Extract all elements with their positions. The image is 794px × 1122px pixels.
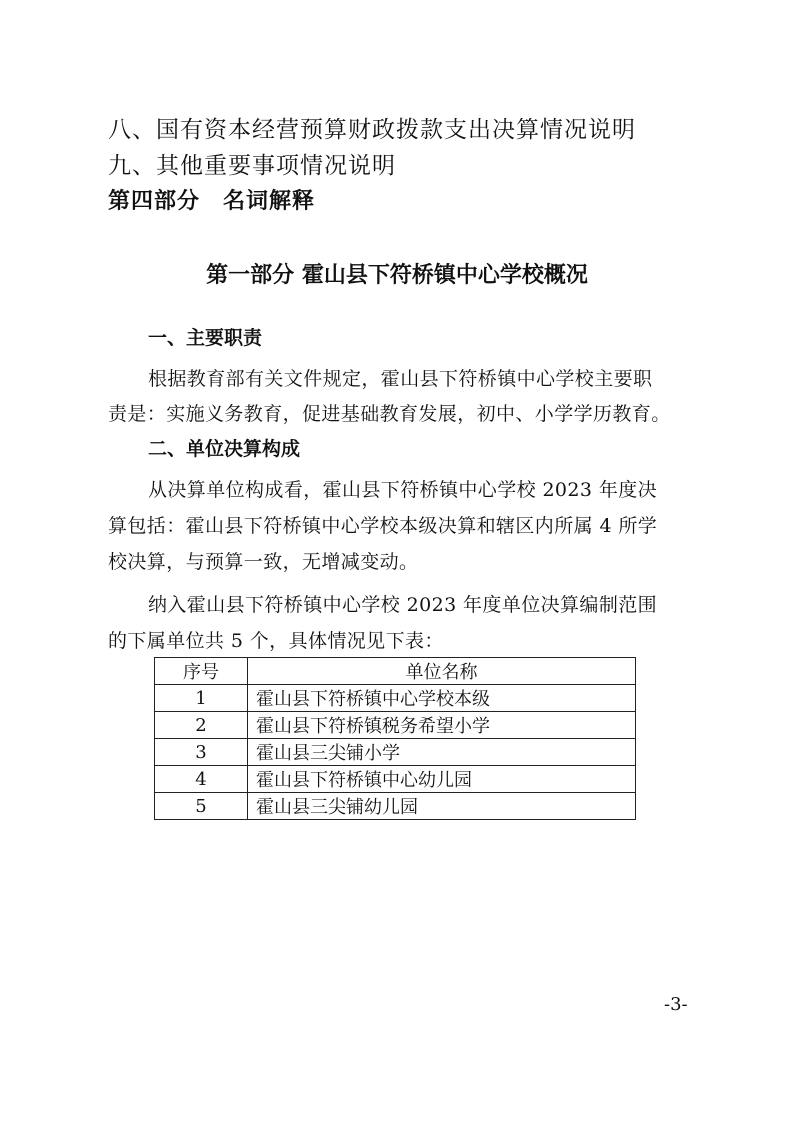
cell-serial-number: 1	[155, 685, 248, 712]
section-title: 第一部分 霍山县下符桥镇中心学校概况	[206, 263, 588, 288]
table-header-row	[155, 658, 636, 685]
duties-heading: 一、主要职责	[148, 327, 263, 349]
table-row	[155, 712, 636, 739]
cell-unit-name: 霍山县下符桥镇税务希望小学	[248, 712, 636, 739]
page-number: -3-	[664, 994, 688, 1015]
toc-part-4: 第四部分 名词解释	[108, 189, 316, 214]
composition-paragraph-line-2: 算包括：霍山县下符桥镇中心学校本级决算和辖区内所属 4 所学	[108, 515, 658, 537]
toc-item-9: 九、其他重要事项情况说明	[108, 153, 396, 179]
table-row	[155, 766, 636, 793]
duties-paragraph-line-1: 根据教育部有关文件规定，霍山县下符桥镇中心学校主要职	[148, 368, 653, 390]
cell-unit-name: 霍山县下符桥镇中心幼儿园	[248, 766, 636, 793]
cell-unit-name: 霍山县下符桥镇中心学校本级	[248, 685, 636, 712]
composition-paragraph-line-3: 校决算，与预算一致，无增减变动。	[108, 551, 419, 573]
units-table	[154, 657, 636, 820]
composition-paragraph-line-1: 从决算单位构成看，霍山县下符桥镇中心学校 2023 年度决	[148, 479, 658, 501]
scope-paragraph-line-2: 的下属单位共 5 个，具体情况见下表：	[108, 630, 444, 652]
header-unit-name: 单位名称	[248, 658, 636, 685]
cell-serial-number: 2	[155, 712, 248, 739]
toc-item-8: 八、国有资本经营预算财政拨款支出决算情况说明	[108, 117, 636, 143]
duties-paragraph-line-2: 责是：实施义务教育，促进基础教育发展，初中、小学学历教育。	[108, 403, 671, 425]
table-row	[155, 739, 636, 766]
composition-heading: 二、单位决算构成	[148, 438, 301, 460]
table-row	[155, 685, 636, 712]
cell-serial-number: 4	[155, 766, 248, 793]
cell-unit-name: 霍山县三尖铺小学	[248, 739, 636, 766]
cell-serial-number: 3	[155, 739, 248, 766]
header-serial-number: 序号	[155, 658, 248, 685]
cell-unit-name: 霍山县三尖铺幼儿园	[248, 793, 636, 820]
cell-serial-number: 5	[155, 793, 248, 820]
table-row	[155, 793, 636, 820]
scope-paragraph-line-1: 纳入霍山县下符桥镇中心学校 2023 年度单位决算编制范围	[148, 594, 658, 616]
